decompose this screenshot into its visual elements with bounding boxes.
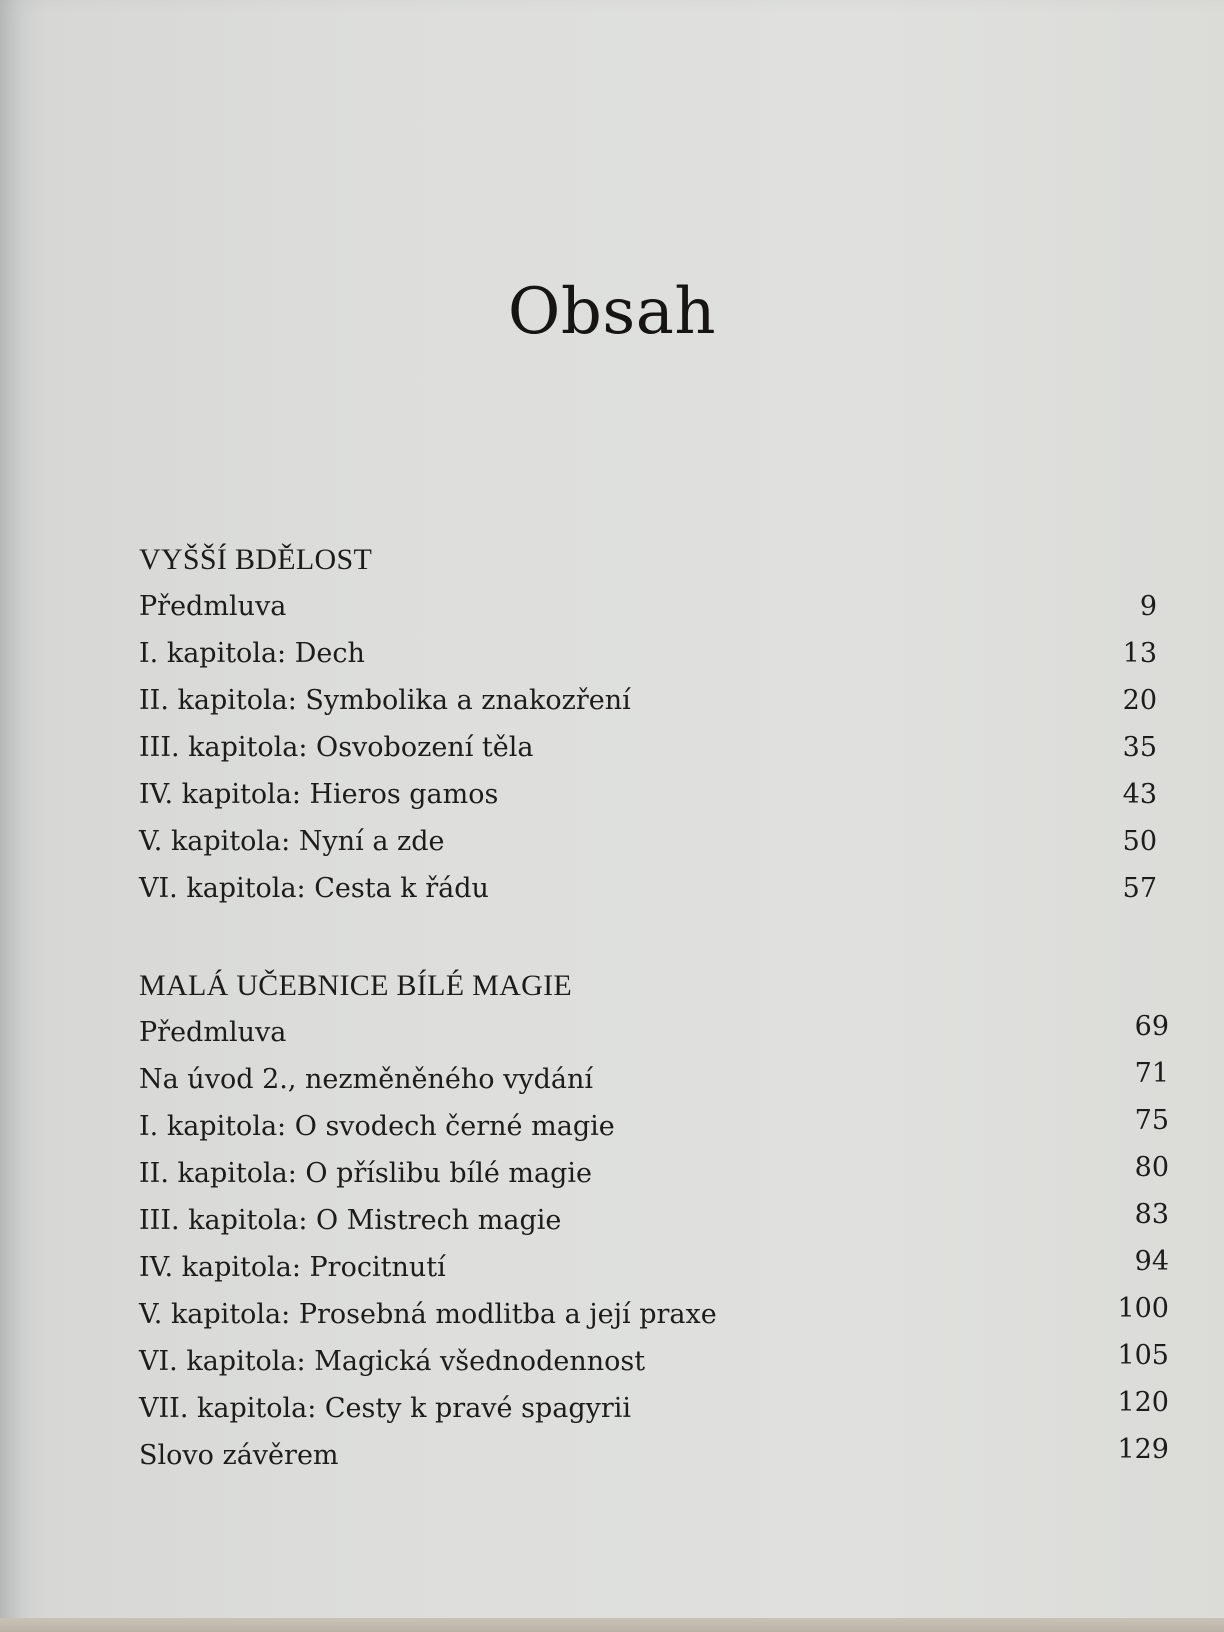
entry-title: I. kapitola: O svodech černé magie	[139, 1111, 615, 1142]
entry-title: III. kapitola: O Mistrech magie	[139, 1205, 562, 1236]
entry-page-number: 13	[1122, 638, 1157, 669]
entry-title: Na úvod 2., nezměněného vydání	[139, 1064, 594, 1095]
toc-entry	[139, 1342, 1169, 1382]
entry-page-number: 80	[1134, 1152, 1169, 1183]
entry-page-number: 71	[1134, 1058, 1169, 1089]
toc-entry	[139, 1295, 1169, 1335]
toc-entry	[139, 1154, 1169, 1194]
entry-title: Předmluva	[139, 1017, 287, 1048]
entry-page-number: 9	[1139, 591, 1157, 622]
toc-entry	[139, 728, 1157, 768]
entry-page-number: 100	[1117, 1293, 1169, 1324]
entry-page-number: 50	[1122, 826, 1157, 857]
entry-title: IV. kapitola: Hieros gamos	[139, 779, 499, 810]
entry-page-number: 69	[1134, 1011, 1169, 1042]
entry-page-number: 94	[1134, 1246, 1169, 1277]
toc-entry	[139, 1436, 1169, 1476]
page-title: Obsah	[507, 275, 717, 349]
entry-page-number: 83	[1134, 1199, 1169, 1230]
toc-entry	[139, 775, 1157, 815]
entry-title: IV. kapitola: Procitnutí	[139, 1252, 446, 1283]
section-heading: MALÁ UČEBNICE BÍLÉ MAGIE	[139, 969, 573, 1002]
entry-page-number: 105	[1117, 1340, 1169, 1371]
toc-entry	[139, 634, 1157, 674]
entry-title: V. kapitola: Nyní a zde	[139, 826, 445, 857]
toc-entry	[139, 1389, 1169, 1429]
entry-title: V. kapitola: Prosebná modlitba a její praxe	[139, 1299, 717, 1330]
entry-page-number: 43	[1122, 779, 1157, 810]
toc-entry	[139, 869, 1157, 909]
toc-entry	[139, 1013, 1169, 1053]
entry-title: VII. kapitola: Cesty k pravé spagyrii	[139, 1393, 632, 1424]
toc-entry	[139, 822, 1157, 862]
entry-title: Slovo závěrem	[139, 1440, 339, 1471]
toc-entry	[139, 1248, 1169, 1288]
entry-page-number: 35	[1122, 732, 1157, 763]
entry-title: Předmluva	[139, 591, 287, 622]
entry-page-number: 75	[1134, 1105, 1169, 1136]
section-heading: VYŠŠÍ BDĚLOST	[139, 543, 373, 576]
entry-title: I. kapitola: Dech	[139, 638, 365, 669]
entry-page-number: 120	[1117, 1387, 1169, 1418]
entry-title: II. kapitola: O příslibu bílé magie	[139, 1158, 593, 1189]
entry-title: VI. kapitola: Cesta k řádu	[139, 873, 489, 904]
entry-title: II. kapitola: Symbolika a znakozření	[139, 685, 631, 716]
entry-page-number: 57	[1122, 873, 1157, 904]
entry-page-number: 129	[1117, 1434, 1169, 1465]
toc-entry	[139, 1201, 1169, 1241]
toc-entry	[139, 1060, 1169, 1100]
entry-title: VI. kapitola: Magická všednodennost	[139, 1346, 646, 1377]
entry-page-number: 20	[1122, 685, 1157, 716]
toc-entry	[139, 1107, 1169, 1147]
toc-entry	[139, 587, 1157, 627]
page-bottom-edge	[0, 1618, 1224, 1632]
entry-title: III. kapitola: Osvobození těla	[139, 732, 534, 763]
toc-entry	[139, 681, 1157, 721]
